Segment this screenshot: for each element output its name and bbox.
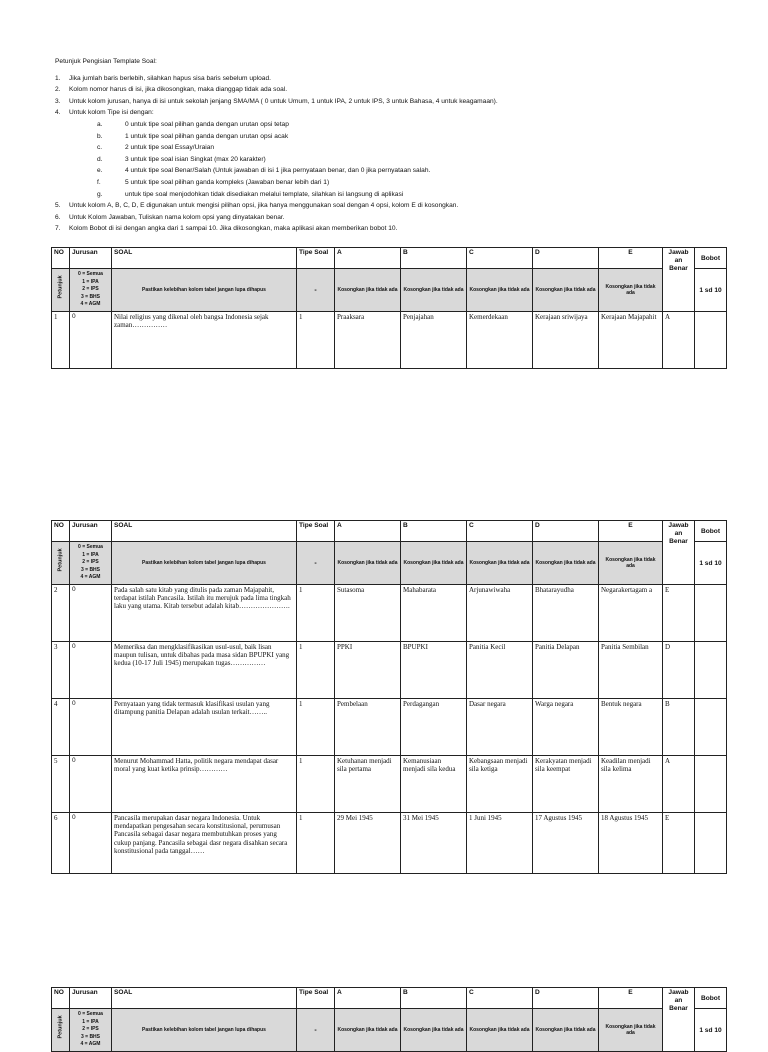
header-c: C (467, 248, 533, 269)
cell-bobot (695, 585, 727, 642)
sub-text: untuk tipe soal menjodohkan tidak disediakan melalui template, silahkan isi langsung di aplikasi (125, 190, 404, 198)
guide-bobot: 1 sd 10 (695, 269, 727, 312)
guide-opsi-c: Kosongkan jika tidak ada (467, 1009, 533, 1052)
header-e: E (599, 248, 663, 269)
header-d: D (533, 248, 599, 269)
cell-b: Kemanusiaan menjadi sila kedua (401, 756, 467, 813)
guide-jurusan (70, 1009, 112, 1052)
sub-item (69, 189, 745, 201)
cell-no: 6 (52, 813, 70, 874)
sub-letter: d. (97, 155, 103, 163)
instruction-item: 1. Jika jumlah baris berlebih, silahkan hapus sisa baris sebelum upload. (55, 73, 745, 85)
sub-text: 1 untuk tipe soal pilihan ganda dengan urutan opsi acak (125, 132, 289, 140)
petunjuk-label: Petunjuk (57, 1015, 64, 1039)
jurusan-code: 0 = Semua (78, 271, 103, 278)
question-row (52, 756, 727, 813)
instruction-item: 7. Kolom Bobot di isi dengan angka dari 1 sampai 10. Jika dikosongkan, maka aplikasi akan memberikan bobot 10. (55, 223, 745, 235)
guide-opsi-b: Kosongkan jika tidak ada (401, 542, 467, 585)
header-jawaban: Jawab an Benar (663, 521, 695, 585)
cell-d: Kerakyatan menjadi sila keempat (533, 756, 599, 813)
header-tipe: Tipe Soal (297, 248, 335, 269)
guide-opsi-c: Kosongkan jika tidak ada (467, 269, 533, 312)
cell-e: Kerajaan Majapahit (599, 312, 663, 369)
cell-a: PPKI (335, 642, 401, 699)
header-row (52, 248, 727, 269)
cell-jawaban: A (663, 756, 695, 813)
header-c: C (467, 521, 533, 542)
sub-letter: c. (97, 144, 103, 152)
jurusan-code: 4 = AGM (80, 1041, 101, 1048)
cell-e: Bentuk negara (599, 699, 663, 756)
header-d: D (533, 988, 599, 1009)
guide-tipe: - (297, 269, 335, 312)
sub-letter: a. (97, 120, 103, 128)
jurusan-code: 3 = BHS (80, 293, 101, 300)
cell-c: Arjunawiwaha (467, 585, 533, 642)
instruction-item: 5. Untuk kolom A, B, C, D, E digunakan untuk mengisi pilihan opsi, jika hanya menggunakan soal dengan 4 opsi, kolom E di kosongkan. (55, 200, 745, 212)
cell-c: Dasar negara (467, 699, 533, 756)
jurusan-code: 0 = Semua (78, 1011, 103, 1018)
cell-bobot (695, 642, 727, 699)
header-e: E (599, 988, 663, 1009)
cell-no: 5 (52, 756, 70, 813)
cell-b: Perdagangan (401, 699, 467, 756)
jurusan-code: 2 = IPS (82, 286, 99, 293)
instruction-item-text: Untuk kolom Tipe isi dengan: (69, 109, 154, 117)
guide-opsi-e: Kosongkan jika tidak ada (599, 542, 663, 585)
cell-no: 2 (52, 585, 70, 642)
question-row (52, 585, 727, 642)
cell-b: Penjajahan (401, 312, 467, 369)
cell-tipe: 1 (297, 813, 335, 874)
guide-soal: Pastikan kelebihan kolom tabel jangan lupa dihapus (112, 1009, 297, 1052)
question-table-3 (51, 987, 727, 1052)
cell-tipe: 1 (297, 585, 335, 642)
cell-jawaban: B (663, 699, 695, 756)
header-tipe: Tipe Soal (297, 521, 335, 542)
guide-opsi-b: Kosongkan jika tidak ada (401, 269, 467, 312)
guide-row (52, 1009, 727, 1052)
cell-d: Bhatarayudha (533, 585, 599, 642)
cell-d: 17 Agustus 1945 (533, 813, 599, 874)
instructions-title: Petunjuk Pengisian Template Soal: (55, 58, 157, 65)
cell-e: Keadilan menjadi sila kelima (599, 756, 663, 813)
question-row (52, 699, 727, 756)
cell-a: Sutasoma (335, 585, 401, 642)
cell-b: BPUPKI (401, 642, 467, 699)
cell-jurusan: 0 (70, 756, 112, 813)
header-row (52, 521, 727, 542)
guide-bobot: 1 sd 10 (695, 542, 727, 585)
jurusan-code: 3 = BHS (80, 566, 101, 573)
header-c: C (467, 988, 533, 1009)
jurusan-code: 2 = IPS (82, 559, 99, 566)
header-b: B (401, 988, 467, 1009)
question-table-1 (51, 247, 727, 369)
guide-petunjuk (52, 542, 70, 585)
guide-bobot: 1 sd 10 (695, 1009, 727, 1052)
header-no: NO (52, 988, 70, 1009)
cell-a: Pembelaan (335, 699, 401, 756)
header-jawaban: Jawab an Benar (663, 248, 695, 312)
cell-jurusan: 0 (70, 699, 112, 756)
header-d: D (533, 521, 599, 542)
cell-bobot (695, 756, 727, 813)
header-jawaban: Jawab an Benar (663, 988, 695, 1052)
cell-jawaban: D (663, 642, 695, 699)
guide-opsi-a: Kosongkan jika tidak ada (335, 269, 401, 312)
question-row (52, 312, 727, 369)
sub-text: 3 untuk tipe soal isian Singkat (max 20 karakter) (125, 155, 266, 163)
sub-item (69, 177, 745, 189)
cell-jurusan: 0 (70, 813, 112, 874)
guide-opsi-e: Kosongkan jika tidak ada (599, 269, 663, 312)
cell-b: 31 Mei 1945 (401, 813, 467, 874)
cell-tipe: 1 (297, 756, 335, 813)
header-bobot: Bobot (695, 248, 727, 269)
header-b: B (401, 248, 467, 269)
cell-tipe: 1 (297, 312, 335, 369)
guide-petunjuk (52, 269, 70, 312)
cell-a: 29 Mei 1945 (335, 813, 401, 874)
guide-opsi-d: Kosongkan jika tidak ada (533, 542, 599, 585)
cell-soal: Pancasila merupakan dasar negara Indonesia. Untuk mendapatkan pengesahan secara konstitusional, perumusan Pancasila sebagai dasar negara membutuhkan proses yang cukup panjang. Pancasila sebagai dasr negara disahkan secara konstitusional pada tanggal…… (112, 813, 297, 874)
cell-soal: Memeriksa dan mengklasifikasikan usul-usul, baik lisan maupun tulisan, untuk dibahas pada masa sidan BPUPKI yang kedua (10-17 Juli 1945) merupakan tugas…………… (112, 642, 297, 699)
guide-jurusan (70, 269, 112, 312)
sub-text: 5 untuk tipe soal pilihan ganda kompleks (Jawaban benar lebih dari 1) (125, 178, 330, 186)
cell-d: Warga negara (533, 699, 599, 756)
header-bobot: Bobot (695, 521, 727, 542)
header-soal: SOAL (112, 521, 297, 542)
guide-tipe: - (297, 542, 335, 585)
petunjuk-label: Petunjuk (57, 548, 64, 572)
header-a: A (335, 248, 401, 269)
guide-petunjuk (52, 1009, 70, 1052)
instruction-item: 3. Untuk kolom jurusan, hanya di isi untuk sekolah jenjang SMA/MA ( 0 untuk Umum, 1 untuk IPA, 2 untuk IPS, 3 untuk Bahasa, 4 untuk keagamaan). (55, 96, 745, 108)
jurusan-code: 4 = AGM (80, 301, 101, 308)
guide-opsi-e: Kosongkan jika tidak ada (599, 1009, 663, 1052)
jurusan-code: 4 = AGM (80, 574, 101, 581)
guide-opsi-c: Kosongkan jika tidak ada (467, 542, 533, 585)
cell-d: Panitia Delapan (533, 642, 599, 699)
cell-c: 1 Juni 1945 (467, 813, 533, 874)
instruction-item (55, 107, 745, 200)
sub-letter: f. (97, 178, 101, 186)
header-bobot: Bobot (695, 988, 727, 1009)
jurusan-code: 3 = BHS (80, 1033, 101, 1040)
sub-item (69, 165, 745, 177)
guide-soal: Pastikan kelebihan kolom tabel jangan lupa dihapus (112, 542, 297, 585)
question-row (52, 813, 727, 874)
cell-tipe: 1 (297, 642, 335, 699)
guide-tipe: - (297, 1009, 335, 1052)
cell-bobot (695, 312, 727, 369)
guide-row (52, 269, 727, 312)
question-row (52, 642, 727, 699)
tipe-sublist (69, 119, 745, 200)
cell-no: 1 (52, 312, 70, 369)
guide-row (52, 542, 727, 585)
cell-tipe: 1 (297, 699, 335, 756)
cell-soal: Menurut Mohammad Hatta, politik negara mendapat dasar moral yang kuat ketika prinsip………… (112, 756, 297, 813)
cell-soal: Pernyataan yang tidak termasuk klasifikasi usulan yang ditampung panitia Delapan adalah usulan terkait…….. (112, 699, 297, 756)
header-e: E (599, 521, 663, 542)
sub-item (69, 154, 745, 166)
cell-jurusan: 0 (70, 585, 112, 642)
cell-soal: Pada salah satu kitab yang ditulis pada zaman Majapahit, terdapat istilah Pancasila. Istilah itu merujuk pada lima tingkah laku yang utama. Kitab tersebut adalah kitab…………………. (112, 585, 297, 642)
sub-letter: e. (97, 167, 103, 175)
cell-jawaban: E (663, 813, 695, 874)
guide-opsi-a: Kosongkan jika tidak ada (335, 1009, 401, 1052)
sub-letter: g. (97, 190, 103, 198)
cell-jurusan: 0 (70, 312, 112, 369)
guide-opsi-d: Kosongkan jika tidak ada (533, 1009, 599, 1052)
cell-soal: Nilai religius yang dikenal oleh bangsa Indonesia sejak zaman…………… (112, 312, 297, 369)
question-table-2 (51, 520, 727, 874)
instructions (55, 56, 745, 235)
cell-b: Mahabarata (401, 585, 467, 642)
instruction-item: 2. Kolom nomor harus di isi, jika dikosongkan, maka dianggap tidak ada soal. (55, 84, 745, 96)
cell-a: Praaksara (335, 312, 401, 369)
header-jurusan: Jurusan (70, 248, 112, 269)
cell-no: 3 (52, 642, 70, 699)
header-b: B (401, 521, 467, 542)
sub-letter: b. (97, 132, 103, 140)
cell-bobot (695, 699, 727, 756)
sub-item (69, 119, 745, 131)
header-jurusan: Jurusan (70, 521, 112, 542)
header-a: A (335, 521, 401, 542)
header-soal: SOAL (112, 248, 297, 269)
jurusan-code: 1 = IPA (82, 1018, 99, 1025)
petunjuk-label: Petunjuk (57, 275, 64, 299)
sub-item (69, 131, 745, 143)
cell-jawaban: E (663, 585, 695, 642)
header-tipe: Tipe Soal (297, 988, 335, 1009)
cell-jurusan: 0 (70, 642, 112, 699)
cell-d: Kerajaan sriwijaya (533, 312, 599, 369)
jurusan-code: 1 = IPA (82, 551, 99, 558)
sub-text: 0 untuk tipe soal pilihan ganda dengan urutan opsi tetap (125, 120, 289, 128)
cell-c: Kebangsaan menjadi sila ketiga (467, 756, 533, 813)
jurusan-code: 1 = IPA (82, 278, 99, 285)
jurusan-code: 2 = IPS (82, 1026, 99, 1033)
header-jurusan: Jurusan (70, 988, 112, 1009)
guide-opsi-b: Kosongkan jika tidak ada (401, 1009, 467, 1052)
sub-item (69, 142, 745, 154)
instruction-item: 6. Untuk Kolom Jawaban, Tuliskan nama kolom opsi yang dinyatakan benar. (55, 212, 745, 224)
instructions-list (55, 73, 745, 235)
cell-e: Panitia Sembilan (599, 642, 663, 699)
cell-no: 4 (52, 699, 70, 756)
sub-text: 4 untuk tipe soal Benar/Salah (Untuk jawaban di isi 1 jika pernyataan benar, dan 0 jika pernyataan salah. (125, 167, 431, 175)
header-a: A (335, 988, 401, 1009)
cell-e: Negarakertagam a (599, 585, 663, 642)
cell-a: Ketuhanan menjadi sila pertama (335, 756, 401, 813)
jurusan-code: 0 = Semua (78, 544, 103, 551)
guide-jurusan (70, 542, 112, 585)
cell-e: 18 Agustus 1945 (599, 813, 663, 874)
guide-opsi-d: Kosongkan jika tidak ada (533, 269, 599, 312)
cell-c: Kemerdekaan (467, 312, 533, 369)
header-soal: SOAL (112, 988, 297, 1009)
cell-bobot (695, 813, 727, 874)
guide-opsi-a: Kosongkan jika tidak ada (335, 542, 401, 585)
sub-text: 2 untuk tipe soal Essay/Uraian (125, 144, 215, 152)
header-row (52, 988, 727, 1009)
guide-soal: Pastikan kelebihan kolom tabel jangan lupa dihapus (112, 269, 297, 312)
cell-jawaban: A (663, 312, 695, 369)
cell-c: Panitia Kecil (467, 642, 533, 699)
header-no: NO (52, 248, 70, 269)
header-no: NO (52, 521, 70, 542)
